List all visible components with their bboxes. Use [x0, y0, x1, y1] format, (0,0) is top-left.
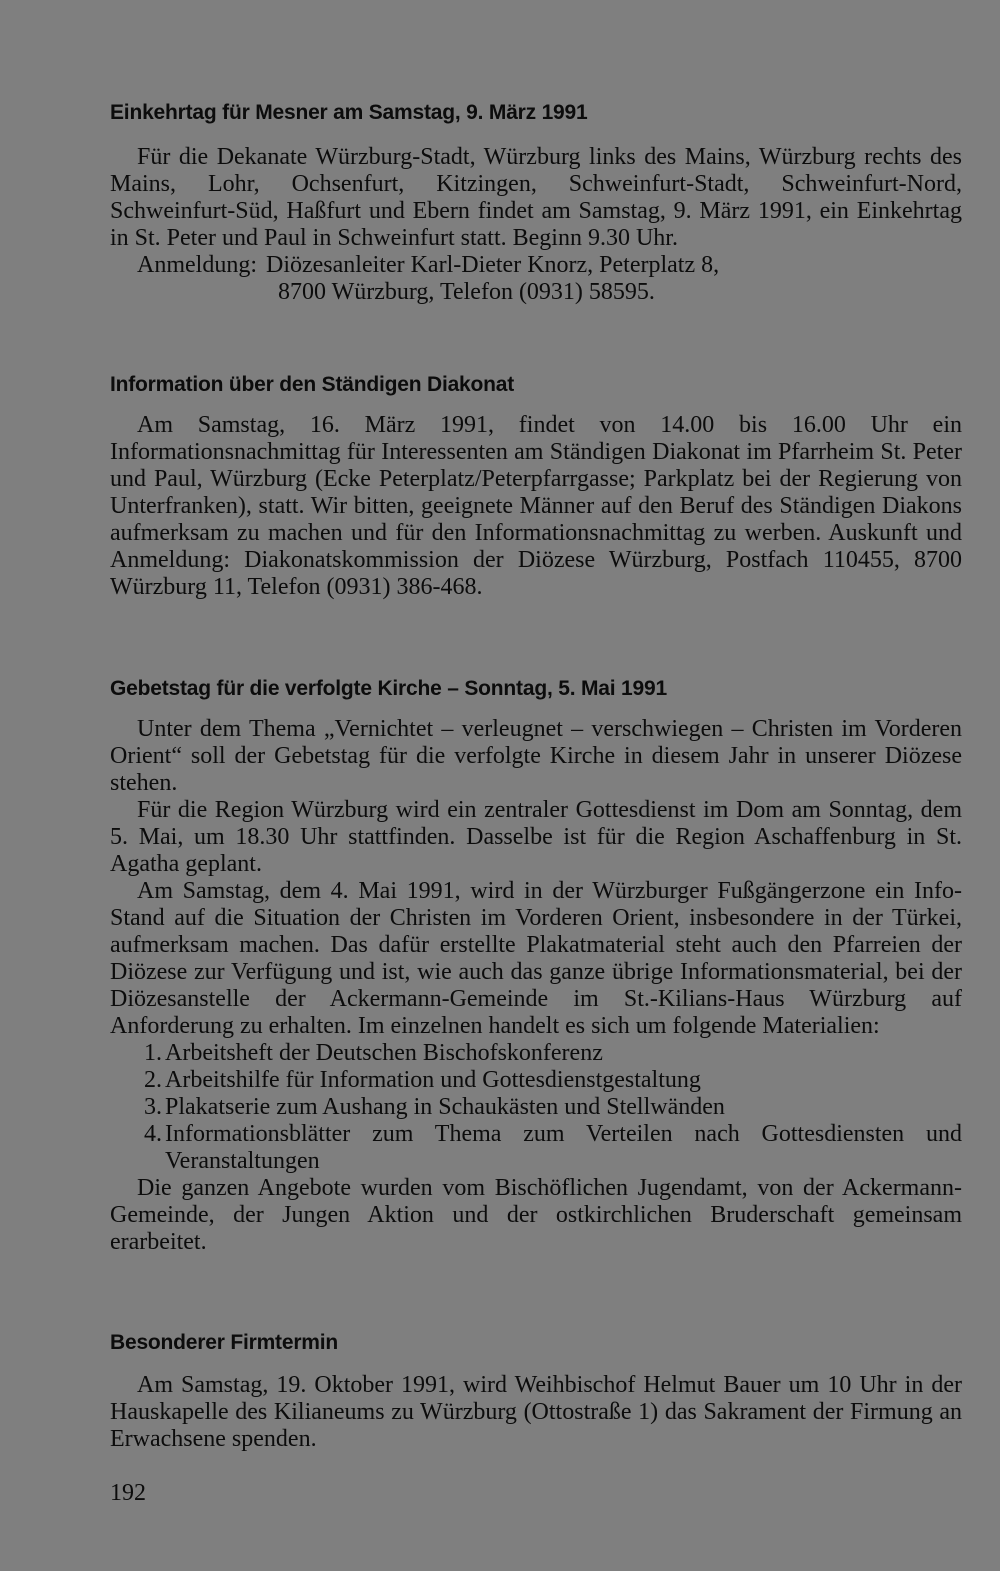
section-body-mesner: [110, 144, 962, 306]
list-text: Arbeitsheft der Deutschen Bischofskonferenz: [165, 1040, 603, 1066]
section-heading-firmtermin: Besonderer Firmtermin: [110, 1331, 339, 1354]
list-text: Arbeitshilfe für Information und Gottesdienstgestaltung: [165, 1067, 701, 1093]
list-text: Informationsblätter zum Thema zum Verteilen nach Gottesdiensten und Veranstaltungen: [165, 1121, 962, 1174]
list-text: Plakatserie zum Aushang in Schaukästen und Stellwänden: [165, 1094, 725, 1120]
registration-label: Anmeldung:: [137, 252, 257, 278]
paragraph-gebetstag-2: Für die Region Würzburg wird ein zentraler Gottesdienst im Dom am Sonntag, dem 5. Mai, um 18.30 Uhr stattfinden. Dasselbe ist für die Region Aschaffenburg in St. Agatha geplant.: [110, 797, 962, 877]
section-heading-mesner: Einkehrtag für Mesner am Samstag, 9. März 1991: [110, 101, 588, 124]
paragraph-gebetstag-1: Unter dem Thema „Vernichtet – verleugnet – verschwiegen – Christen im Vorderen Orient“ soll der Gebetstag für die verfolgte Kirche in diesem Jahr in unserer Diözese stehen.: [110, 716, 962, 796]
list-item: [110, 1040, 962, 1067]
section-body-gebetstag: [110, 716, 962, 1256]
section-body-firmtermin: [110, 1372, 962, 1453]
section-heading-gebetstag: Gebetstag für die verfolgte Kirche – Sonntag, 5. Mai 1991: [110, 677, 667, 700]
materials-list: [110, 1040, 962, 1175]
page-number: 192: [110, 1480, 146, 1506]
list-number: 4.: [144, 1121, 162, 1147]
paragraph-mesner: Für die Dekanate Würzburg-Stadt, Würzburg links des Mains, Würzburg rechts des Mains, Lohr, Ochsenfurt, Kitzingen, Schweinfurt-Stadt, Schweinfurt-Nord, Schweinfurt-Süd, Haßfurt und Ebern findet am Samstag, 9. März 1991, ein Einkehrtag in St. Peter und Paul in Schweinfurt statt. Beginn 9.30 Uhr.: [110, 144, 962, 251]
list-number: 3.: [144, 1094, 162, 1120]
list-item: [110, 1094, 962, 1121]
registration-line: [110, 252, 962, 279]
list-number: 1.: [144, 1040, 162, 1066]
list-item: [110, 1121, 962, 1175]
list-item: [110, 1067, 962, 1094]
registration-address-2: 8700 Würzburg, Telefon (0931) 58595.: [278, 279, 655, 305]
paragraph-firmtermin: Am Samstag, 19. Oktober 1991, wird Weihbischof Helmut Bauer um 10 Uhr in der Hauskapelle des Kilianeums zu Würzburg (Ottostraße 1) das Sakrament der Firmung an Erwachsene spenden.: [110, 1372, 962, 1452]
section-body-diakonat: [110, 412, 962, 601]
paragraph-gebetstag-3: Am Samstag, dem 4. Mai 1991, wird in der Würzburger Fußgängerzone ein Info-Stand auf die Situation der Christen im Vorderen Orient, insbesondere in der Türkei, aufmerksam machen. Das dafür erstellte Plakatmaterial steht auch den Pfarreien der Diözese zur Verfügung und ist, wie auch das ganze übrige Informationsmaterial, bei der Diözesanstelle der Ackermann-Gemeinde im St.-Kilians-Haus Würzburg auf Anforderung zu erhalten. Im einzelnen handelt es sich um folgende Materialien:: [110, 878, 962, 1039]
section-heading-diakonat: Information über den Ständigen Diakonat: [110, 373, 515, 396]
list-number: 2.: [144, 1067, 162, 1093]
paragraph-diakonat: Am Samstag, 16. März 1991, findet von 14.00 bis 16.00 Uhr ein Informationsnachmittag für Interessenten am Ständigen Diakonat im Pfarrheim St. Peter und Paul, Würzburg (Ecke Peterplatz/Peterpfarrgasse; Parkplatz bei der Regierung von Unterfranken), statt. Wir bitten, geeignete Männer auf den Beruf des Ständigen Diakons aufmerksam zu machen und für den Informationsnachmittag zu werben. Auskunft und Anmeldung: Diakonatskommission der Diözese Würzburg, Postfach 110455, 8700 Würzburg 11, Telefon (0931) 386-468.: [110, 412, 962, 600]
registration-address-1: Diözesanleiter Karl-Dieter Knorz, Peterplatz 8,: [266, 252, 720, 278]
paragraph-gebetstag-4: Die ganzen Angebote wurden vom Bischöflichen Jugendamt, von der Ackermann-Gemeinde, der Jungen Aktion und der ostkirchlichen Bruderschaft gemeinsam erarbeitet.: [110, 1175, 962, 1255]
